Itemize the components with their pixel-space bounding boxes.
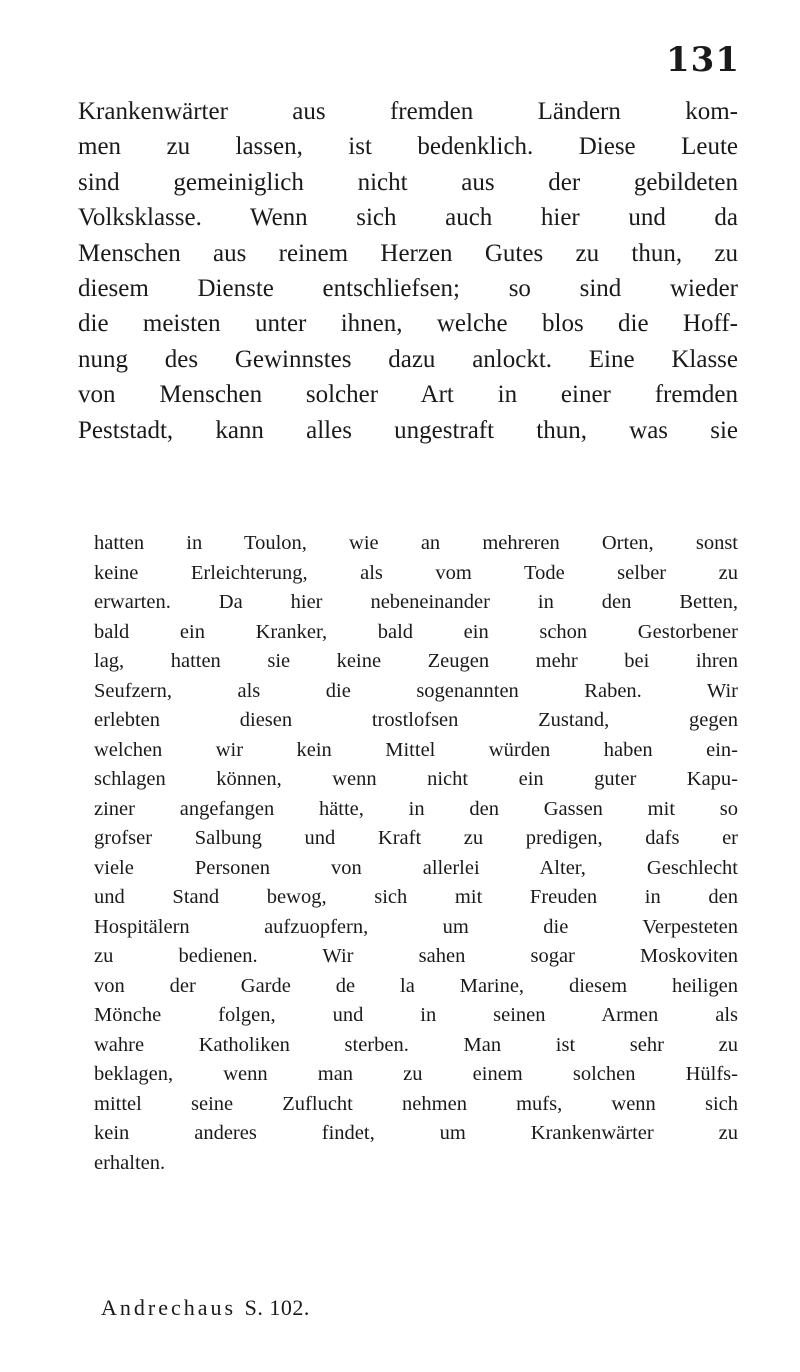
- source-citation: [101, 1295, 310, 1321]
- footnote-line: erhalten.: [94, 1151, 166, 1174]
- main-text: [78, 94, 738, 448]
- footnote-line: und Stand bewog, sich mit Freuden in den: [94, 886, 738, 908]
- footnote: [94, 529, 738, 1178]
- main-text-line: men zu lassen, ist bedenklich. Diese Leute: [78, 133, 738, 161]
- footnote-line: beklagen, wenn man zu einem solchen Hülfs-: [94, 1063, 738, 1085]
- main-text-line: Krankenwärter aus fremden Ländern kom-: [78, 98, 738, 125]
- footnote-line: kein anderes findet, um Krankenwärter zu: [94, 1122, 738, 1144]
- main-text-line: Peststadt, kann alles ungestraft thun, was sie: [78, 416, 738, 444]
- source-reference: S. 102.: [244, 1295, 310, 1320]
- footnote-line: Hospitälern aufzuopfern, um die Verpesteten: [94, 915, 738, 938]
- footnote-line: bald ein Kranker, bald ein schon Gestorbener: [94, 620, 738, 643]
- main-text-line: nung des Gewinnstes dazu anlockt. Eine Klasse: [78, 345, 738, 373]
- main-text-line: Volksklasse. Wenn sich auch hier und da: [78, 204, 738, 232]
- page-number: 131: [666, 40, 740, 80]
- main-text-line: Menschen aus reinem Herzen Gutes zu thun, zu: [78, 239, 738, 267]
- footnote-line: viele Personen von allerlei Alter, Geschlecht: [94, 856, 738, 879]
- footnote-line: grofser Salbung und Kraft zu predigen, dafs er: [94, 827, 738, 849]
- footnote-line: schlagen können, wenn nicht ein guter Kapu-: [94, 768, 738, 790]
- footnote-line: ziner angefangen hätte, in den Gassen mit so: [94, 797, 738, 820]
- main-text-line: die meisten unter ihnen, welche blos die Hoff-: [78, 310, 738, 338]
- footnote-line: erwarten. Da hier nebeneinander in den Betten,: [94, 591, 738, 613]
- footnote-line: zu bedienen. Wir sahen sogar Moskoviten: [94, 945, 738, 967]
- footnote-line: hatten in Toulon, wie an mehreren Orten, sonst: [94, 532, 738, 554]
- footnote-line: keine Erleichterung, als vom Tode selber zu: [94, 561, 738, 584]
- main-text-line: von Menschen solcher Art in einer fremden: [78, 381, 738, 409]
- footnote-line: erlebten diesen trostlofsen Zustand, gegen: [94, 709, 738, 731]
- main-text-line: diesem Dienste entschliefsen; so sind wieder: [78, 275, 738, 303]
- footnote-line: Seufzern, als die sogenannten Raben. Wir: [94, 679, 738, 702]
- source-author: Andrechaus: [101, 1295, 237, 1320]
- footnote-line: welchen wir kein Mittel würden haben ein-: [94, 738, 738, 761]
- footnote-line: mittel seine Zuflucht nehmen mufs, wenn sich: [94, 1092, 738, 1115]
- footnote-line: lag, hatten sie keine Zeugen mehr bei ihren: [94, 650, 738, 672]
- main-text-line: sind gemeiniglich nicht aus der gebildeten: [78, 168, 738, 196]
- footnote-line: Mönche folgen, und in seinen Armen als: [94, 1004, 738, 1026]
- footnote-line: wahre Katholiken sterben. Man ist sehr zu: [94, 1033, 738, 1056]
- footnote-line: von der Garde de la Marine, diesem heiligen: [94, 974, 738, 997]
